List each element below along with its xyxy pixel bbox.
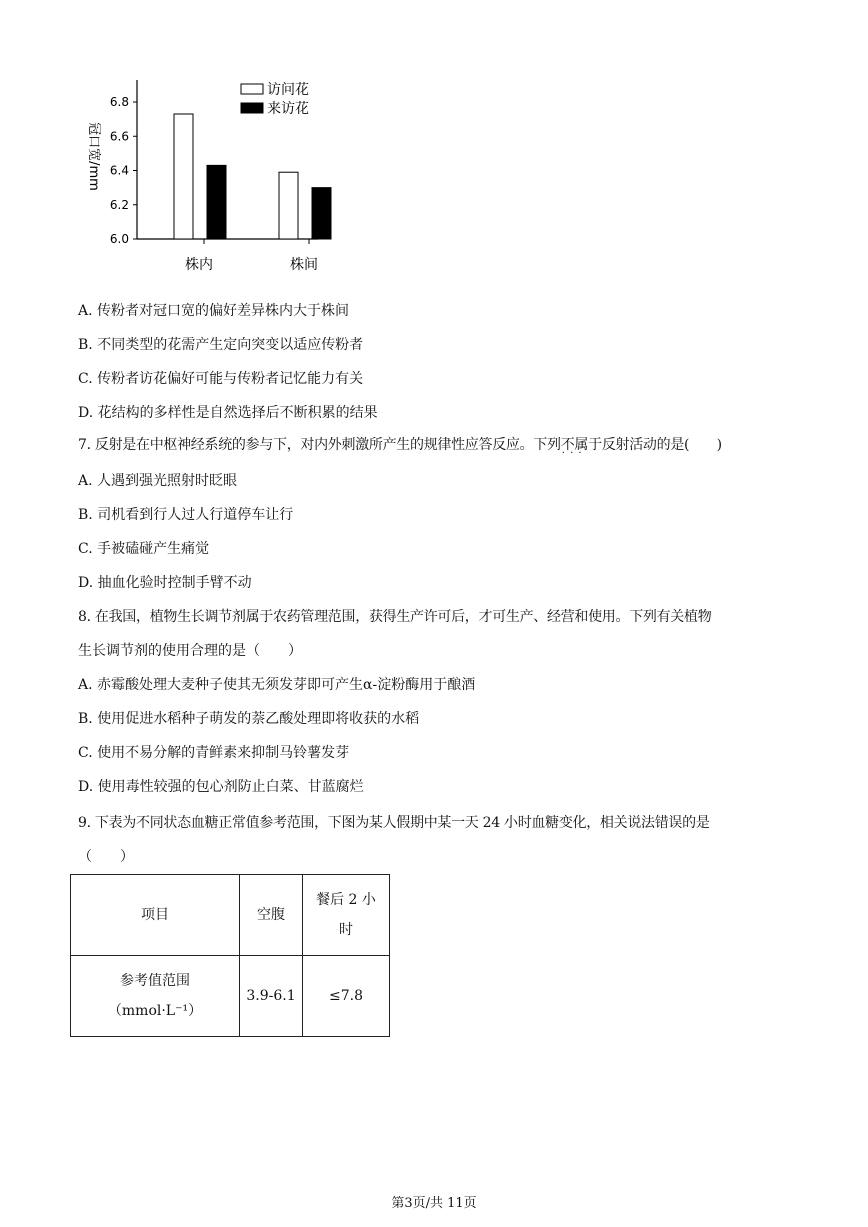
q8-stem-line2: 生长调节剂的使用合理的是（ ） <box>78 643 302 659</box>
table-header-fasting: 空腹 <box>240 875 303 956</box>
q9-stem-line1: 9. 下表为不同状态血糖正常值参考范围，下图为某人假期中某一天 24 小时血糖变化，相关说法错误的是 <box>78 815 710 831</box>
q7-option-b: B. 司机看到行人过人行道停车让行 <box>78 507 294 523</box>
table-header-postmeal-l2: 时 <box>339 922 353 938</box>
q6-option-a: A. 传粉者对冠口宽的偏好差异株内大于株间 <box>78 303 350 319</box>
q7-stem-pre: 7. 反射是在中枢神经系统的参与下，对内外刺激所产生的规律性应答反应。下列 <box>78 437 561 453</box>
page-footer: 第3页/共 11页 <box>391 1196 477 1211</box>
x-tick-label: 株间 <box>290 257 318 273</box>
table-row-label-l2: （mmol·L⁻¹） <box>107 1003 203 1019</box>
bar-visited-1 <box>312 188 331 239</box>
table-header-item: 项目 <box>71 875 240 956</box>
crown-width-bar-chart <box>76 72 356 282</box>
legend-swatch <box>241 103 263 113</box>
q6-option-d: D. 花结构的多样性是自然选择后不断积累的结果 <box>78 405 378 421</box>
table-header-postmeal-l1: 餐后 2 小 <box>316 892 376 908</box>
table-row <box>71 956 390 1037</box>
q8-option-c: C. 使用不易分解的青鲜素来抑制马铃薯发芽 <box>78 745 350 761</box>
blood-glucose-reference-table <box>70 874 390 1037</box>
table-header-row <box>71 875 390 956</box>
bar-visit-1 <box>279 172 298 239</box>
q7-option-d: D. 抽血化验时控制手臂不动 <box>78 575 252 591</box>
q7-stem <box>78 436 722 454</box>
legend-label: 来访花 <box>267 101 309 117</box>
y-tick-label: 6.8 <box>109 95 129 109</box>
q8-option-b: B. 使用促进水稻种子萌发的萘乙酸处理即将收获的水稻 <box>78 711 420 727</box>
q7-option-a: A. 人遇到强光照射时眨眼 <box>78 473 238 489</box>
y-tick-label: 6.4 <box>109 163 129 178</box>
table-row-label-l1: 参考值范围 <box>120 973 190 989</box>
y-axis-label: 冠口宽/mm <box>86 122 101 191</box>
q8-option-d: D. 使用毒性较强的包心剂防止白菜、甘蓝腐烂 <box>78 779 364 795</box>
q6-option-c: C. 传粉者访花偏好可能与传粉者记忆能力有关 <box>78 371 364 387</box>
table-cell-fasting: 3.9-6.1 <box>240 956 303 1037</box>
legend-label: 访问花 <box>267 82 309 98</box>
x-tick-label: 株内 <box>185 257 213 273</box>
bar-visit-0 <box>174 114 193 239</box>
legend-swatch <box>241 84 263 94</box>
q8-stem-line1: 8. 在我国，植物生长调节剂属于农药管理范围，获得生产许可后，才可生产、经营和使用。下列有关植物 <box>78 609 712 625</box>
q8-option-a: A. 赤霉酸处理大麦种子使其无须发芽即可产生α-淀粉酶用于酿酒 <box>78 677 476 693</box>
q7-option-c: C. 手被磕碰产生痛觉 <box>78 541 210 557</box>
q6-option-b: B. 不同类型的花需产生定向突变以适应传粉者 <box>78 337 364 353</box>
y-tick-label: 6.2 <box>109 197 129 212</box>
table-header-postmeal <box>303 875 390 956</box>
q7-stem-emphasis: 不属于 · · · <box>561 436 602 454</box>
chart-svg <box>76 72 356 282</box>
table-cell-postmeal: ≤7.8 <box>303 956 390 1037</box>
q9-stem-line2: （ ） <box>78 849 134 865</box>
y-tick-label: 6.0 <box>109 232 129 246</box>
y-tick-label: 6.6 <box>109 129 129 144</box>
q7-stem-post: 反射活动的是( ) <box>601 437 722 453</box>
table-row-label <box>71 956 240 1037</box>
bar-visited-0 <box>207 165 226 239</box>
